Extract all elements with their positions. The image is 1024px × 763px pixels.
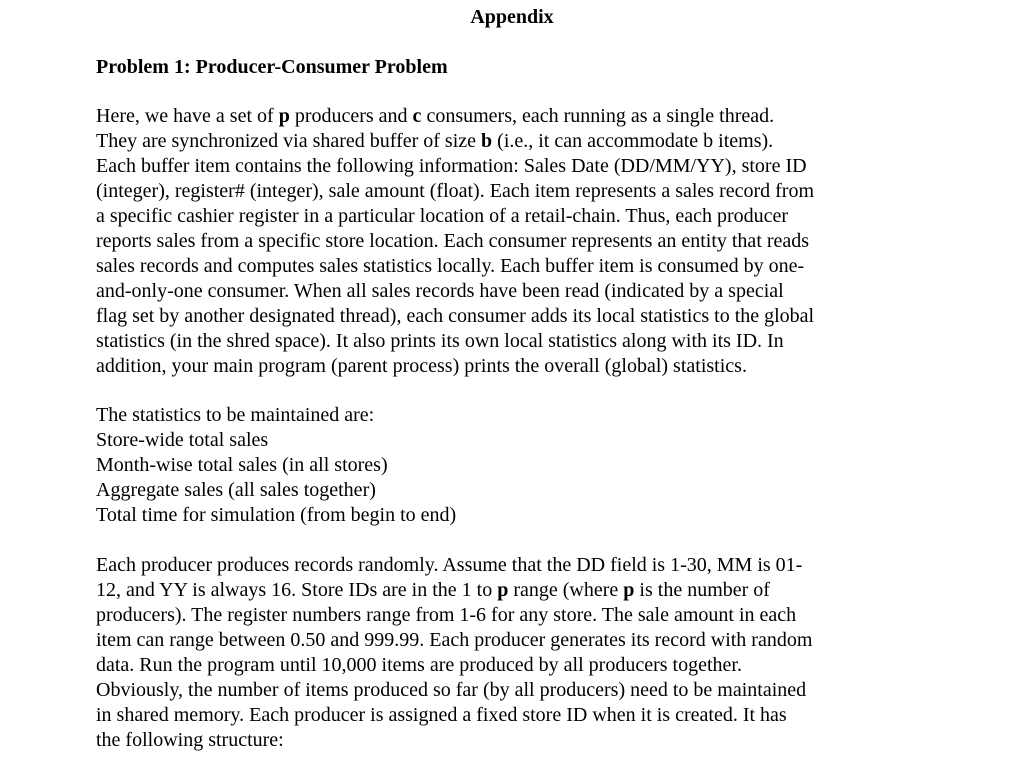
text-run: 12, and YY is always 16. Store IDs are in the 1 to <box>96 579 498 601</box>
statistics-intro: The statistics to be maintained are: <box>96 404 375 426</box>
page-title: Appendix <box>470 6 554 28</box>
paragraph-line <box>96 104 896 129</box>
text-run: Here, we have a set of <box>96 105 279 127</box>
statistic-item: Month-wise total sales (in all stores) <box>96 454 388 476</box>
paragraph-line: data. Run the program until 10,000 items are produced by all producers together. <box>96 654 742 676</box>
statistic-item: Total time for simulation (from begin to end) <box>96 504 457 526</box>
paragraph-line: Obviously, the number of items produced so far (by all producers) need to be maintained <box>96 679 807 701</box>
paragraph-line: addition, your main program (parent process) prints the overall (global) statistics. <box>96 355 747 377</box>
problem-heading: Problem 1: Producer-Consumer Problem <box>96 56 448 78</box>
paragraph-line: the following structure: <box>96 729 284 751</box>
variable-p: p <box>623 579 635 601</box>
text-run: producers and <box>289 105 413 127</box>
paragraph-line <box>96 578 896 603</box>
text-run: (i.e., it can accommodate b items). <box>492 130 774 152</box>
paragraph-line: and-only-one consumer. When all sales records have been read (indicated by a special <box>96 280 784 302</box>
text-run: is the number of <box>634 579 770 601</box>
variable-p: p <box>278 105 290 127</box>
paragraph-line: Each producer produces records randomly. Assume that the DD field is 1-30, MM is 01- <box>96 554 803 576</box>
text-run: They are synchronized via shared buffer of size <box>96 130 482 152</box>
paragraph-line: reports sales from a specific store location. Each consumer represents an entity that reads <box>96 230 810 252</box>
variable-b: b <box>481 130 493 152</box>
paragraph-line: in shared memory. Each producer is assigned a fixed store ID when it is created. It has <box>96 704 787 726</box>
statistics-list <box>96 403 896 528</box>
paragraph-line: item can range between 0.50 and 999.99. Each producer generates its record with random <box>96 629 813 651</box>
paragraph-line: flag set by another designated thread), each consumer adds its local statistics to the global <box>96 305 815 327</box>
paragraph-line: Each buffer item contains the following information: Sales Date (DD/MM/YY), store ID <box>96 155 807 177</box>
statistic-item: Aggregate sales (all sales together) <box>96 479 376 501</box>
paragraph-line: (integer), register# (integer), sale amount (float). Each item represents a sales record from <box>96 180 815 202</box>
variable-p: p <box>497 579 509 601</box>
statistic-item: Store-wide total sales <box>96 429 269 451</box>
paragraph-line: producers). The register numbers range from 1-6 for any store. The sale amount in each <box>96 604 797 626</box>
paragraph-line <box>96 129 896 154</box>
paragraph-line: sales records and computes sales statistics locally. Each buffer item is consumed by one- <box>96 255 805 277</box>
paragraph-line: a specific cashier register in a particular location of a retail-chain. Thus, each producer <box>96 205 789 227</box>
intro-paragraph <box>96 104 896 379</box>
text-run: consumers, each running as a single thread. <box>421 105 775 127</box>
variable-c: c <box>412 105 422 127</box>
text-run: range (where <box>508 579 624 601</box>
producer-paragraph <box>96 553 896 753</box>
paragraph-line: statistics (in the shred space). It also prints its own local statistics along with its ID. In <box>96 330 784 352</box>
